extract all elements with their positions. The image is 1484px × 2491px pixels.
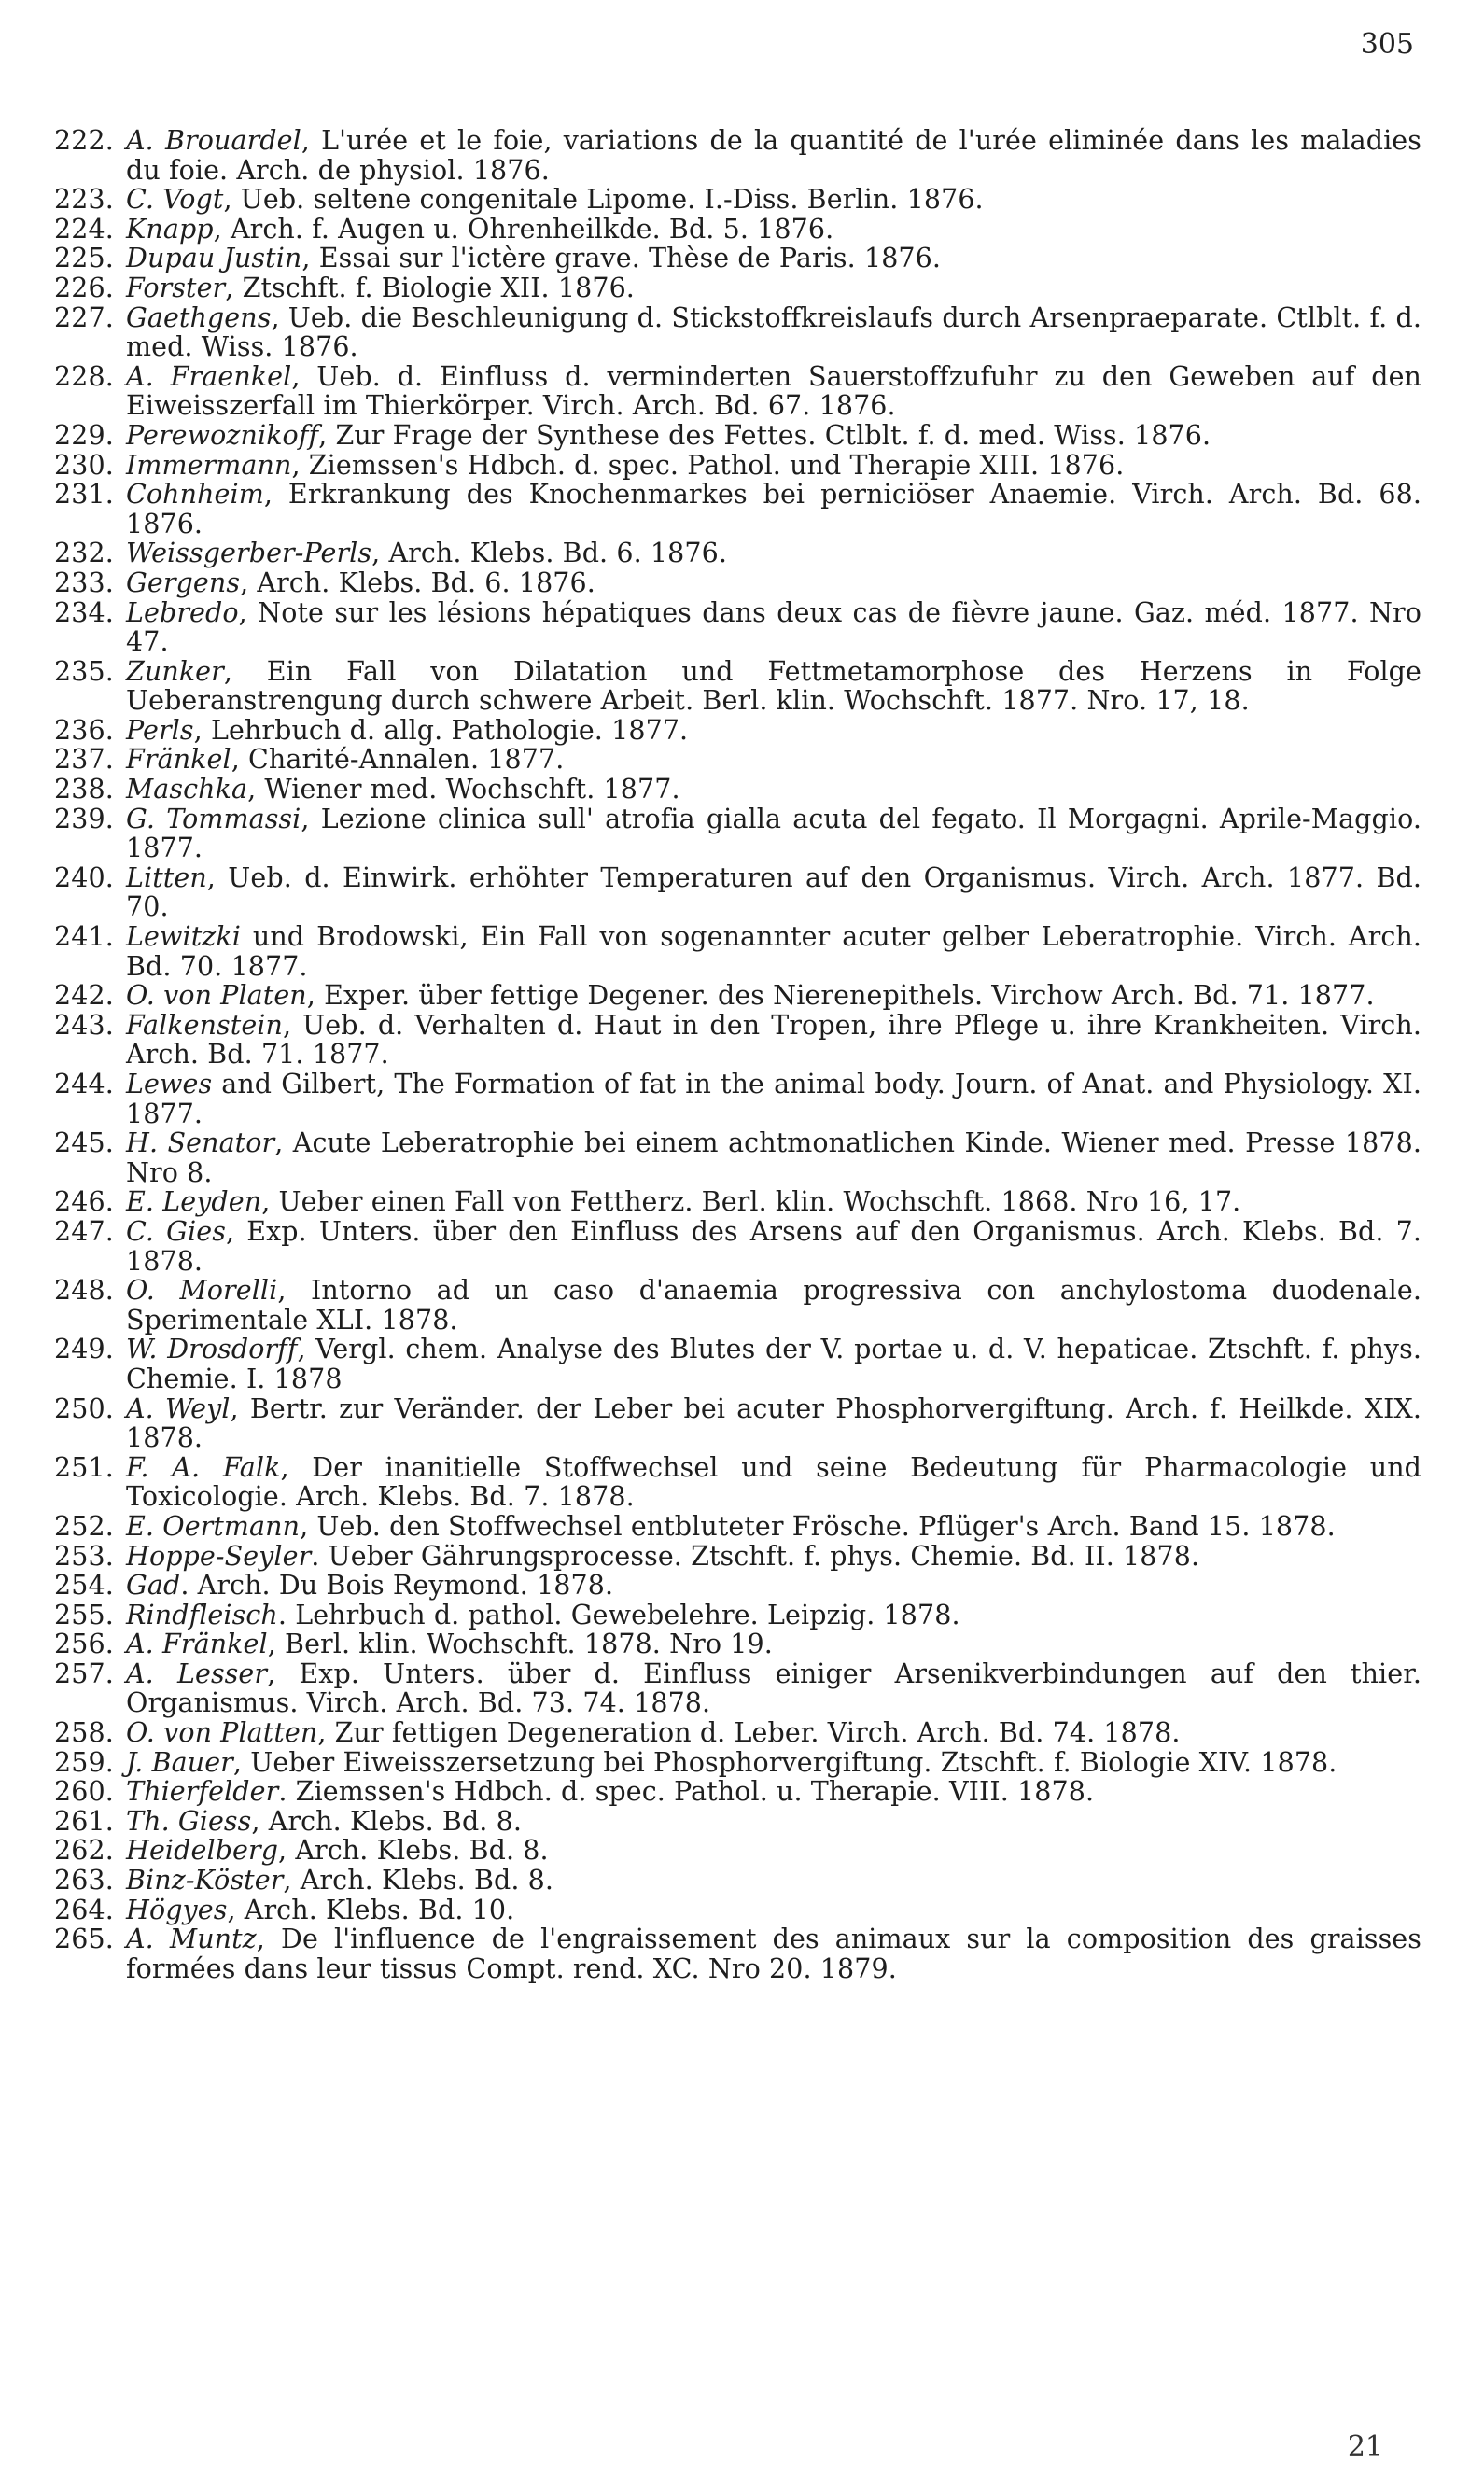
page-number: 305 (1360, 28, 1414, 61)
reference-citation: , Lehrbuch d. allg. Pathologie. 1877. (193, 714, 689, 746)
reference-entry (54, 1217, 1421, 1276)
reference-citation: , Acute Leberatrophie bei einem achtmonatlichen Kinde. Wiener med. Presse 1878. Nro 8. (126, 1127, 1422, 1188)
reference-citation: , Arch. f. Augen u. Ohrenheilkde. Bd. 5. 1876. (213, 213, 834, 245)
reference-author: Knapp (126, 213, 214, 245)
reference-entry (54, 451, 1421, 481)
reference-citation: , Exp. Unters. über d. Einfluss einiger Arsenikverbindungen auf den thier. Organismus. Virch. Arch. Bd. 73. 74. 1878. (126, 1658, 1421, 1719)
reference-citation: , Arch. Klebs. Bd. 6. 1876. (240, 567, 595, 598)
reference-entry (54, 1601, 1421, 1630)
reference-author: Weissgerber-Perls (126, 538, 372, 569)
reference-number: 235. (54, 655, 114, 687)
reference-citation: , Ueb. den Stoffwechsel entbluteter Frösche. Pflüger's Arch. Band 15. 1878. (300, 1510, 1336, 1542)
reference-number: 251. (54, 1451, 114, 1483)
reference-entry (54, 303, 1421, 362)
reference-author: Immermann (126, 449, 292, 481)
reference-number: 253. (54, 1540, 114, 1572)
reference-author: G. Tommassi (126, 803, 301, 834)
reference-entry (54, 981, 1421, 1011)
reference-citation: , Erkrankung des Knochenmarkes bei perniciöser Anaemie. Virch. Arch. Bd. 68. 1876. (126, 479, 1421, 539)
reference-number: 237. (54, 744, 114, 776)
reference-author: O. von Platen (126, 980, 307, 1012)
reference-citation: , Arch. Klebs. Bd. 8. (278, 1835, 549, 1867)
reference-entry (54, 1866, 1421, 1896)
reference-number: 240. (54, 861, 114, 893)
reference-number: 243. (54, 1009, 114, 1041)
reference-entry (54, 362, 1421, 421)
reference-number: 250. (54, 1392, 114, 1424)
reference-citation: , Ziemssen's Hdbch. d. spec. Pathol. und Therapie XIII. 1876. (291, 449, 1125, 481)
reference-citation: , Vergl. chem. Analyse des Blutes der V. portae u. d. V. hepaticae. Ztschft. f. phys. Chemie. I. 1878 (126, 1334, 1421, 1394)
reference-author: C. Gies (126, 1215, 226, 1247)
reference-number: 260. (54, 1776, 114, 1808)
reference-citation: , Arch. Klebs. Bd. 6. 1876. (371, 538, 728, 569)
reference-entry (54, 1011, 1421, 1070)
reference-entry (54, 1777, 1421, 1807)
reference-entry (54, 1571, 1421, 1601)
reference-author: Gergens (126, 567, 241, 598)
reference-author: Lewes (126, 1069, 213, 1099)
reference-entry (54, 1924, 1421, 1983)
reference-number: 256. (54, 1629, 114, 1660)
reference-number: 244. (54, 1069, 114, 1099)
reference-entry (54, 1630, 1421, 1659)
reference-entry (54, 1394, 1421, 1453)
reference-author: Thierfelder (126, 1776, 279, 1808)
reference-author: Gaethgens (126, 301, 272, 333)
reference-number: 231. (54, 479, 114, 511)
reference-author: Litten (126, 861, 207, 893)
reference-citation: , L'urée et le foie, variations de la quantité de l'urée eliminée dans les maladies du foie. Arch. de physiol. 1876. (126, 125, 1421, 186)
reference-citation: , Ueb. d. Einwirk. erhöhter Temperaturen auf den Organismus. Virch. Arch. 1877. Bd. 70. (126, 861, 1421, 923)
reference-number: 265. (54, 1924, 114, 1955)
reference-author: Högyes (126, 1894, 228, 1925)
reference-author: O. von Platten (126, 1717, 318, 1749)
reference-number: 224. (54, 213, 114, 245)
reference-list (54, 126, 1421, 1983)
reference-number: 259. (54, 1746, 114, 1778)
reference-citation: and Gilbert, The Formation of fat in the animal body. Journ. of Anat. and Physiology. XI. 1877. (126, 1069, 1421, 1129)
reference-number: 264. (54, 1894, 114, 1925)
reference-citation: , Ein Fall von Dilatation und Fettmetamorphose des Herzens in Folge Ueberanstrengung durch schwere Arbeit. Berl. klin. Wochschft. 1877. Nro. 17, 18. (126, 655, 1421, 717)
reference-entry (54, 539, 1421, 568)
reference-entry (54, 716, 1421, 746)
reference-citation: , Charité-Annalen. 1877. (231, 744, 565, 776)
reference-author: Hoppe-Seyler (126, 1540, 312, 1572)
reference-citation: , Ueber Eiweisszersetzung bei Phosphorvergiftung. Ztschft. f. Biologie XIV. 1878. (232, 1746, 1337, 1778)
reference-author: Lebredo (126, 596, 239, 628)
reference-number: 228. (54, 360, 114, 392)
reference-author: A. Weyl (126, 1392, 231, 1424)
reference-number: 247. (54, 1215, 114, 1247)
reference-number: 248. (54, 1275, 114, 1307)
reference-number: 225. (54, 243, 114, 274)
reference-author: Th. Giess (126, 1805, 252, 1837)
reference-entry (54, 244, 1421, 273)
reference-author: Cohnheim (126, 479, 264, 511)
reference-citation: , Arch. Klebs. Bd. 8. (251, 1805, 523, 1837)
reference-author: Binz-Köster (126, 1865, 284, 1896)
reference-citation: , Lezione clinica sull' atrofia gialla acuta del fegato. Il Morgagni. Aprile-Maggio. 1877. (126, 803, 1421, 864)
reference-author: C. Vogt (126, 184, 224, 216)
reference-entry (54, 1659, 1421, 1718)
reference-author: Lewitzki (126, 921, 241, 953)
reference-entry (54, 126, 1421, 185)
reference-entry (54, 657, 1421, 716)
reference-entry (54, 1512, 1421, 1542)
reference-entry (54, 1187, 1421, 1217)
reference-number: 245. (54, 1127, 114, 1159)
reference-number: 255. (54, 1599, 114, 1630)
reference-number: 258. (54, 1717, 114, 1749)
reference-author: W. Drosdorff (126, 1334, 298, 1365)
reference-number: 223. (54, 184, 114, 216)
reference-author: Dupau Justin (126, 243, 302, 274)
reference-author: A. Lesser (126, 1658, 268, 1689)
reference-author: Gad (126, 1570, 181, 1602)
reference-number: 234. (54, 596, 114, 628)
reference-author: Fränkel (126, 744, 231, 776)
reference-citation: und Brodowski, Ein Fall von sogenannter acuter gelber Leberatrophie. Virch. Arch. Bd. 70. 1877. (126, 921, 1421, 982)
reference-author: Forster (126, 272, 226, 303)
reference-citation: , Ueb. d. Einfluss d. verminderten Sauerstoffzufuhr zu den Geweben auf den Eiweisszerfall im Thierkörper. Virch. Arch. Bd. 67. 1876. (126, 360, 1421, 422)
reference-number: 263. (54, 1865, 114, 1896)
reference-citation: , De l'influence de l'engraissement des animaux sur la composition des graisses formées dans leur tissus Compt. rend. XC. Nro 20. 1879. (126, 1924, 1421, 1984)
reference-author: Falkenstein (126, 1009, 283, 1041)
reference-entry (54, 273, 1421, 303)
reference-citation: , Intorno ad un caso d'anaemia progressiva con anchylostoma duodenale. Sperimentale XLI. 1878. (126, 1275, 1421, 1336)
reference-number: 236. (54, 714, 114, 746)
reference-number: 233. (54, 567, 114, 598)
reference-citation: , Bertr. zur Veränder. der Leber bei acuter Phosphorvergiftung. Arch. f. Heilkde. XIX. 1878. (126, 1392, 1421, 1454)
reference-entry (54, 480, 1421, 539)
reference-entry (54, 421, 1421, 451)
reference-author: H. Senator (126, 1127, 275, 1159)
reference-citation: . Arch. Du Bois Reymond. 1878. (180, 1570, 614, 1602)
reference-author: Maschka (126, 774, 248, 805)
reference-entry (54, 1276, 1421, 1335)
reference-number: 227. (54, 301, 114, 333)
reference-citation: , Zur fettigen Degeneration d. Leber. Virch. Arch. Bd. 74. 1878. (317, 1717, 1181, 1749)
reference-citation: , Arch. Klebs. Bd. 10. (227, 1894, 515, 1925)
reference-entry (54, 215, 1421, 245)
reference-entry (54, 1896, 1421, 1925)
reference-number: 222. (54, 125, 114, 156)
reference-number: 252. (54, 1510, 114, 1542)
reference-author: Perewoznikoff (126, 419, 319, 451)
reference-entry (54, 598, 1421, 657)
reference-citation: , Exper. über fettige Degener. des Nierenepithels. Virchow Arch. Bd. 71. 1877. (306, 980, 1375, 1012)
reference-entry (54, 1542, 1421, 1572)
reference-citation: , Zur Frage der Synthese des Fettes. Ctlblt. f. d. med. Wiss. 1876. (318, 419, 1211, 451)
reference-number: 230. (54, 449, 114, 481)
reference-author: Heidelberg (126, 1835, 279, 1867)
reference-citation: , Ueb. d. Verhalten d. Haut in den Tropen, ihre Pflege u. ihre Krankheiten. Virch. Arch. Bd. 71. 1877. (126, 1009, 1421, 1071)
reference-citation: , Essai sur l'ictère grave. Thèse de Paris. 1876. (301, 243, 942, 274)
reference-citation: , Berl. klin. Wochschft. 1878. Nro 19. (267, 1629, 773, 1660)
reference-citation: , Ueber einen Fall von Fettherz. Berl. klin. Wochschft. 1868. Nro 16, 17. (261, 1186, 1241, 1218)
reference-citation: , Note sur les lésions hépatiques dans deux cas de fièvre jaune. Gaz. méd. 1877. Nro 47. (126, 596, 1421, 658)
reference-number: 262. (54, 1835, 114, 1867)
reference-author: F. A. Falk (126, 1451, 281, 1483)
reference-number: 241. (54, 921, 114, 953)
reference-entry (54, 185, 1421, 215)
reference-entry (54, 1836, 1421, 1866)
reference-entry (54, 863, 1421, 922)
reference-citation: , Ztschft. f. Biologie XII. 1876. (225, 272, 635, 303)
reference-number: 257. (54, 1658, 114, 1689)
reference-number: 246. (54, 1186, 114, 1218)
reference-entry (54, 1718, 1421, 1748)
reference-number: 254. (54, 1570, 114, 1602)
reference-author: Rindfleisch (126, 1599, 278, 1630)
reference-author: J. Bauer (126, 1746, 233, 1778)
reference-number: 239. (54, 803, 114, 834)
reference-author: E. Oertmann (126, 1510, 301, 1542)
reference-number: 232. (54, 538, 114, 569)
reference-number: 238. (54, 774, 114, 805)
reference-citation: , Exp. Unters. über den Einfluss des Arsens auf den Organismus. Arch. Klebs. Bd. 7. 1878. (126, 1215, 1422, 1277)
reference-citation: , Ueb. die Beschleunigung d. Stickstoffkreislaufs durch Arsenpraeparate. Ctlblt. f. d. med. Wiss. 1876. (126, 301, 1421, 363)
reference-author: E. Leyden (126, 1186, 262, 1218)
reference-entry (54, 1335, 1421, 1393)
reference-entry (54, 568, 1421, 598)
reference-author: Perls (126, 714, 194, 746)
reference-author: A. Fraenkel (126, 360, 292, 392)
reference-citation: , Arch. Klebs. Bd. 8. (283, 1865, 554, 1896)
reference-author: A. Fränkel (126, 1629, 268, 1660)
reference-entry (54, 775, 1421, 805)
reference-author: Zunker (126, 655, 224, 687)
reference-citation: . Ziemssen's Hdbch. d. spec. Pathol. u. Therapie. VIII. 1878. (278, 1776, 1095, 1808)
reference-number: 229. (54, 419, 114, 451)
reference-entry (54, 745, 1421, 775)
reference-citation: , Ueb. seltene congenitale Lipome. I.-Diss. Berlin. 1876. (223, 184, 984, 216)
reference-citation: , Wiener med. Wochschft. 1877. (247, 774, 680, 805)
printer-signature: 21 (1347, 2430, 1383, 2463)
reference-entry (54, 922, 1421, 981)
reference-entry (54, 1748, 1421, 1778)
reference-entry (54, 1807, 1421, 1837)
reference-entry (54, 1453, 1421, 1512)
reference-citation: . Ueber Gährungsprocesse. Ztschft. f. phys. Chemie. Bd. II. 1878. (311, 1540, 1200, 1572)
reference-author: A. Muntz (126, 1924, 257, 1955)
reference-number: 261. (54, 1805, 114, 1837)
reference-entry (54, 1128, 1421, 1187)
reference-author: O. Morelli (126, 1275, 278, 1307)
reference-entry (54, 805, 1421, 863)
reference-number: 226. (54, 272, 114, 303)
reference-number: 249. (54, 1334, 114, 1365)
reference-citation: . Lehrbuch d. pathol. Gewebelehre. Leipzig. 1878. (277, 1599, 960, 1630)
reference-number: 242. (54, 980, 114, 1012)
reference-entry (54, 1070, 1421, 1128)
reference-citation: , Der inanitielle Stoffwechsel und seine Bedeutung für Pharmacologie und Toxicologie. Arch. Klebs. Bd. 7. 1878. (126, 1451, 1422, 1513)
reference-author: A. Brouardel (126, 125, 301, 156)
